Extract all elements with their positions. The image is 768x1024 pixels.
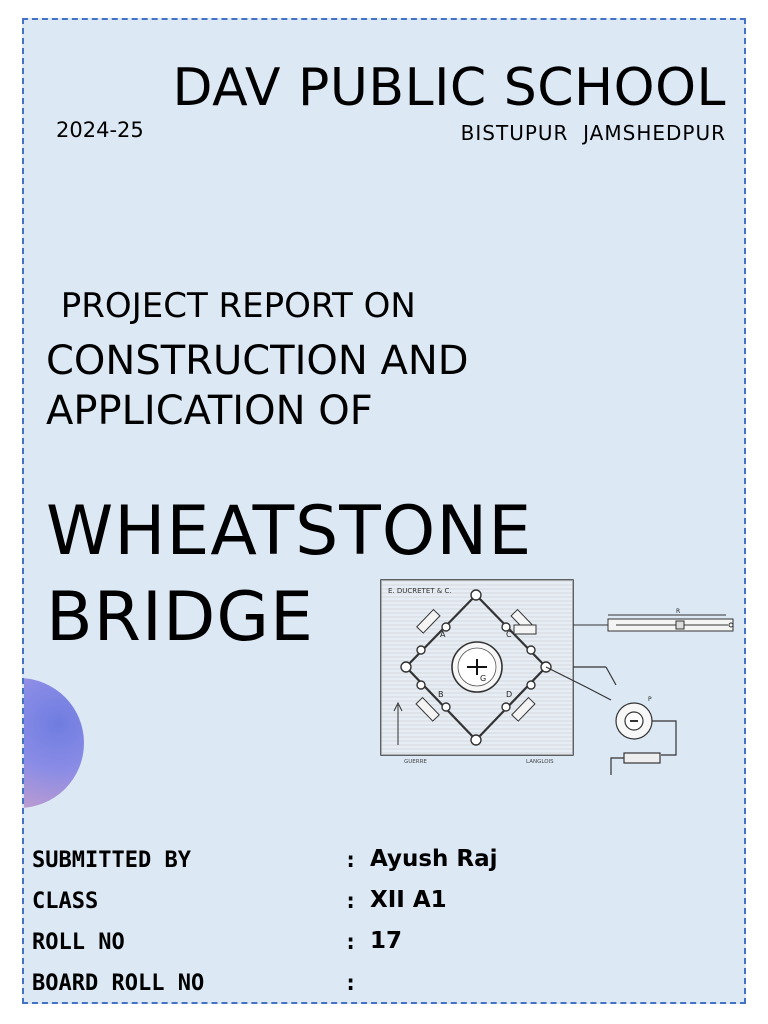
cover-page <box>22 18 746 1004</box>
detail-label: CLASS <box>32 889 99 914</box>
detail-colon: : <box>344 971 358 996</box>
svg-text:GUERRE: GUERRE <box>404 759 427 765</box>
session-year: 2024-25 <box>56 118 144 142</box>
detail-colon: : <box>344 848 358 873</box>
svg-text:P: P <box>648 696 652 703</box>
svg-text:A: A <box>440 630 446 639</box>
report-heading-line3: APPLICATION OF <box>46 388 373 434</box>
submission-details <box>32 848 732 1004</box>
detail-label: BOARD ROLL NO <box>32 971 205 996</box>
detail-colon: : <box>344 889 358 914</box>
svg-text:R: R <box>676 608 681 615</box>
project-title-line2: BRIDGE <box>46 578 314 657</box>
detail-row-submitted-by <box>32 848 732 889</box>
maker-label: E. DUCRETET & C. <box>388 587 452 595</box>
svg-text:B: B <box>438 690 444 699</box>
detail-row-roll-no <box>32 930 732 971</box>
svg-text:LANGLOIS: LANGLOIS <box>526 759 554 765</box>
detail-value-name: Ayush Raj <box>370 846 498 872</box>
project-title-line1: WHEATSTONE <box>46 492 533 571</box>
galvanometer-label: G <box>480 674 487 683</box>
wheatstone-bridge-illustration <box>376 575 742 775</box>
school-name: DAV PUBLIC SCHOOL <box>172 58 726 118</box>
report-heading-line2: CONSTRUCTION AND <box>46 338 469 384</box>
detail-value-class: XII A1 <box>370 887 447 913</box>
detail-row-board-roll-no <box>32 971 732 1004</box>
detail-colon: : <box>344 930 358 955</box>
school-location: BISTUPUR JAMSHEDPUR <box>460 121 726 145</box>
detail-label: SUBMITTED BY <box>32 848 191 873</box>
detail-value-roll-no: 17 <box>370 928 403 954</box>
detail-label: ROLL NO <box>32 930 125 955</box>
detail-row-class <box>32 889 732 930</box>
report-heading-line1: PROJECT REPORT ON <box>50 286 416 326</box>
svg-text:D: D <box>506 690 513 699</box>
svg-text:C: C <box>506 630 512 639</box>
decorative-orb <box>22 678 84 808</box>
